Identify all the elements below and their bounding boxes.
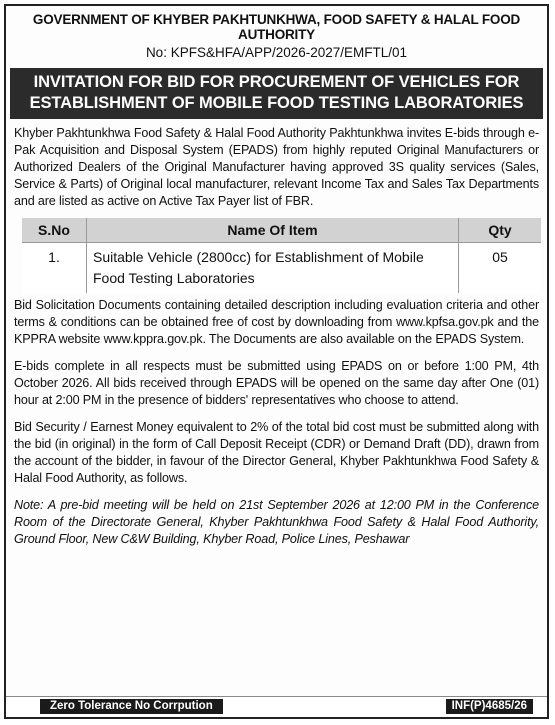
footer-bar: [6, 696, 547, 717]
authority-title: GOVERNMENT OF KHYBER PAKHTUNKHWA, FOOD SAFETY & HALAL FOOD AUTHORITY: [32, 12, 521, 42]
solicitation-paragraph: Bid Solicitation Documents containing detailed description including evaluation criteria and other terms & conditions can be obtained free of cost by downloading from www.kpfsa.gov.pk and the KPPRA website www.kppra.gov.pk. The Documents are also available on the EPADS System.: [14, 298, 539, 346]
cell-item: Suitable Vehicle (2800cc) for Establishment of Mobile Food Testing Laboratories: [87, 243, 459, 294]
banner-line-1: INVITATION FOR BID FOR PROCUREMENT OF VEHICLES FOR: [33, 73, 520, 91]
header-qty: Qty: [459, 218, 542, 243]
inf-number-badge: INF(P)4685/26: [446, 699, 533, 714]
table-row: [22, 243, 541, 294]
pre-bid-note: Note: A pre-bid meeting will be held on 21st September 2026 at 12:00 PM in the Conference Room of the Directorate General, Khyber Pakhtunkhwa Food Safety & Halal Food Authority, Ground Floor, New C&W Building, Khyber Road, Police Lines, Peshawar: [14, 498, 539, 546]
cell-sno: 1.: [48, 249, 60, 265]
zero-tolerance-badge: Zero Tolerance No Corrpution: [40, 699, 223, 714]
items-table: [22, 218, 541, 293]
advertisement-page: [4, 4, 549, 719]
table-header-row: [22, 218, 541, 243]
intro-paragraph: Khyber Pakhtunkhwa Food Safety & Halal Food Authority Pakhtunkhwa invites E-bids through e-Pak Acquisition and Disposal System (EPADS) from highly reputed Original Manufacturers or Authorized Dealers of the Original Manufacturer having approved 3S quality services (Sales, Service & Parts) of Original local manufacturer, relevant Income Tax and Sales Tax Departments and are listed as active on Active Tax Payer list of FBR.: [14, 126, 539, 208]
banner-line-2: ESTABLISHMENT OF MOBILE FOOD TESTING LABORATORIES: [29, 94, 524, 112]
cell-qty: 05: [459, 243, 542, 294]
header-sno: S.No: [22, 218, 87, 243]
bid-security-paragraph: Bid Security / Earnest Money equivalent to 2% of the total bid cost must be submitted along with the bid (in original) in the form of Call Deposit Receipt (CDR) or Demand Draft (DD), drawn from the account of the bidder, in favour of the Director General, Khyber Pakhtunkhwa Food Safety & Halal Food Authority, as follows.: [14, 420, 539, 485]
header-item: Name Of Item: [87, 218, 459, 243]
submission-paragraph: E-bids complete in all respects must be submitted using EPADS on or before 1:00 PM, 4th October 2026. All bids received through EPADS will be opened on the same day after One (01) hour at 2:00 PM in the presence of bidders' representatives who choose to attend.: [14, 359, 539, 407]
tender-banner: [10, 68, 543, 119]
reference-number: No: KPFS&HFA/APP/2026-2027/EMFTL/01: [145, 45, 408, 60]
